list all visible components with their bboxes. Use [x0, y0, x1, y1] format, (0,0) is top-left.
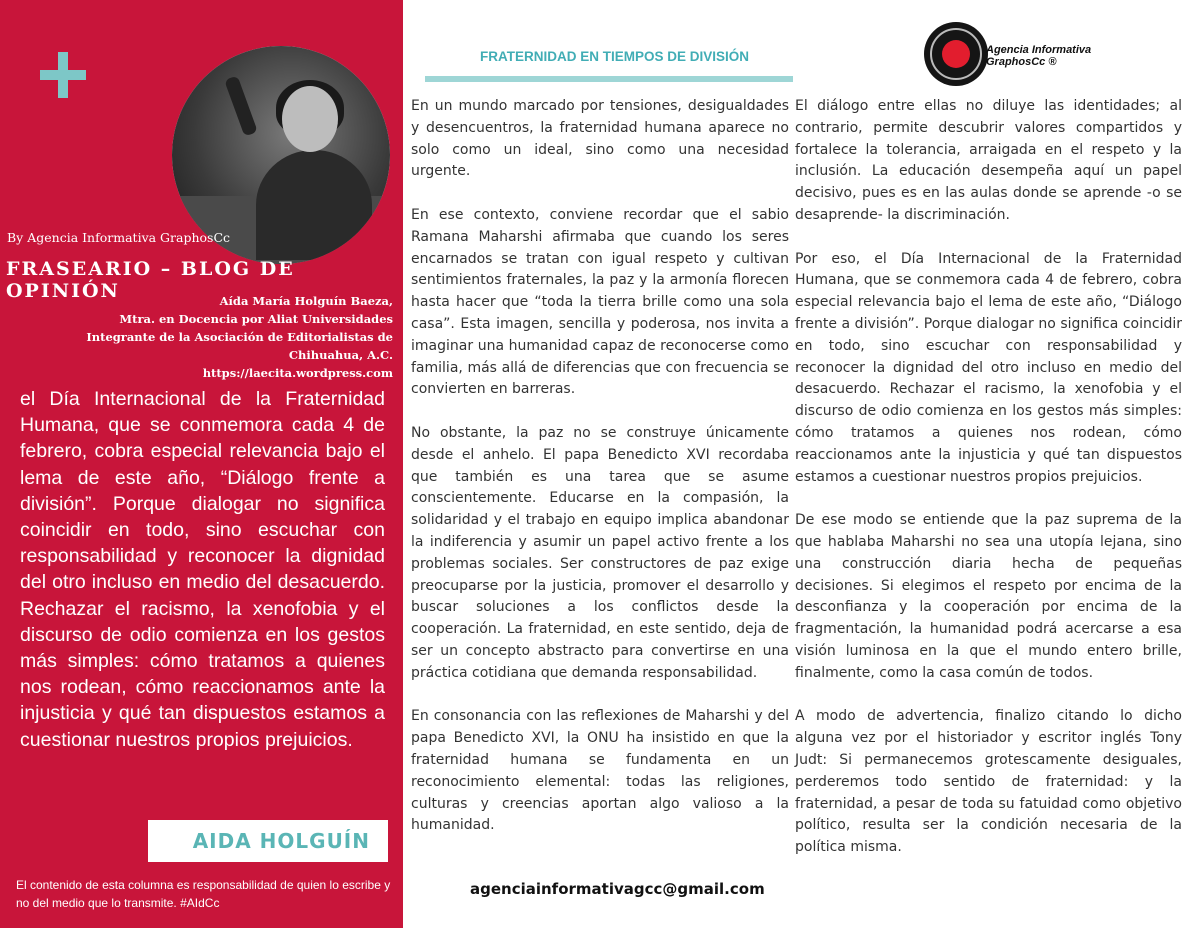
paragraph: Por eso, el Día Internacional de la Fraternidad Humana, que se conmemora cada 4 de febrero, cobra especial relevancia bajo el lema de este año, “Diálogo frente a división”. Porque dialogar no significa coincidir en todo, sino escuchar con responsabilidad y reconocer la dignidad del otro incluso en medio del desacuerdo. Rechazar el racismo, la xenofobia y el discurso de odio comienza en los gestos más simples: cómo tratamos a quienes nos rodean, cómo reaccionamos ante la injusticia y qué tan dispuestos estamos a cuestionar nuestros propios prejuicios.: [795, 250, 1182, 485]
agency-logo-text: [986, 44, 1091, 68]
plus-icon: [40, 52, 86, 98]
byline: By Agencia Informativa GraphosCc: [7, 230, 231, 245]
pull-quote: el Día Internacional de la Fraternidad Humana, que se conmemora cada 4 de febrero, cobra especial relevancia bajo el lema de este año, “Diálogo frente a división”. Porque dialogar no significa coincidir en todo, sino escuchar con responsabilidad y reconocer la dignidad del otro incluso en medio del desacuerdo. Rechazar el racismo, la xenofobia y el discurso de odio comienza en los gestos más simples: cómo tratamos a quienes nos rodean, cómo reaccionamos ante la injusticia y qué tan dispuestos estamos a cuestionar nuestros propios prejuicios.: [20, 388, 385, 751]
paragraph: El diálogo entre ellas no diluye las identidades; al contrario, permite descubrir valores compartidos y fortalece la tolerancia, arraigada en el respeto y la inclusión. La educación desempeña aquí un papel decisivo, pues es en las aulas donde se aprende -o se desaprende- la discriminación.: [795, 98, 1182, 223]
paragraph: A modo de advertencia, finalizo citando lo dicho alguna vez por el historiador y escritor inglés Tony Judt: Si permanecemos grotescamente desiguales, perderemos todo sentido de fraternidad: y la fraternidad, a pesar de toda su fatuidad como objetivo político, resulta ser la condición necesaria de la política misma.: [795, 708, 1182, 856]
paragraph: En consonancia con las reflexiones de Maharshi y del papa Benedicto XVI, la ONU ha insistido en que la fraternidad humana se fundamenta en un reconocimiento elemental: todas las religiones, culturas y creencias aportan algo valioso a la humanidad.: [411, 708, 789, 834]
paragraph: En un mundo marcado por tensiones, desigualdades y desencuentros, la fraternidad humana aparece no solo como un ideal, sino como una necesidad urgente.: [411, 98, 789, 180]
author-line: Chihuahua, A.C.: [288, 348, 393, 362]
article-headline: FRATERNIDAD EN TIEMPOS DE DIVISIÓN: [480, 49, 750, 64]
logo-line: GraphosCc ®: [986, 56, 1057, 68]
headline-underline: [425, 76, 793, 82]
article-column-1: [411, 96, 789, 859]
agency-logo-icon: [924, 22, 988, 86]
author-credits: [3, 292, 393, 382]
paragraph: De ese modo se entiende que la paz suprema de la que hablaba Maharshi no sea una utopía lejana, sino una construcción diaria hecha de pequeñas decisiones. Si elegimos el respeto por encima de la desconfianza y la cooperación por encima de la fragmentación, la humanidad podrá acercarse a esa visión luminosa en la que el mundo entero brille, finalmente, como la casa común de todos.: [795, 512, 1182, 681]
author-name: AIDA HOLGUÍN: [192, 829, 370, 853]
disclaimer: El contenido de esta columna es responsabilidad de quien lo escribe y no del medio que lo transmite. #AIdCc: [16, 878, 391, 910]
author-line: Mtra. en Docencia por Aliat Universidades: [119, 312, 393, 326]
author-website-link[interactable]: https://laecita.wordpress.com: [202, 366, 393, 380]
article-column-2: [795, 96, 1182, 881]
author-line: Aída María Holguín Baeza,: [219, 294, 393, 308]
contact-email-link[interactable]: agenciainformativagcc@gmail.com: [470, 880, 765, 898]
paragraph: En ese contexto, conviene recordar que el sabio Ramana Maharshi afirmaba que cuando los seres encarnados se tratan con igual respeto y cultivan sentimientos fraternales, la paz y la armonía florecen hasta hacer que “toda la tierra brille como una sola casa”. Esta imagen, sencilla y poderosa, nos invita a imaginar una humanidad capaz de reconocerse como familia, más allá de diferencias que con frecuencia se convierten en barreras.: [411, 206, 789, 398]
author-name-box: [148, 820, 388, 862]
logo-line: Agencia Informativa: [986, 44, 1092, 56]
sidebar-panel: [0, 0, 403, 928]
author-line: Integrante de la Asociación de Editorialistas de: [86, 330, 393, 344]
paragraph: No obstante, la paz no se construye únicamente desde el anhelo. El papa Benedicto XVI recordaba que también es una tarea que se asume conscientemente. Educarse en la compasión, la solidaridad y el trabajo en equipo implica abandonar la indiferencia y asumir un papel activo frente a los problemas sociales. Ser constructores de paz exige preocuparse por la justicia, promover el desarrollo y buscar soluciones a los conflictos desde la cooperación. La fraternidad, en este sentido, deja de ser un concepto abstracto para convertirse en una práctica cotidiana que demanda responsabilidad.: [411, 424, 789, 681]
blog-title: FRASEARIO – BLOG DE OPINIÓN: [6, 258, 295, 302]
